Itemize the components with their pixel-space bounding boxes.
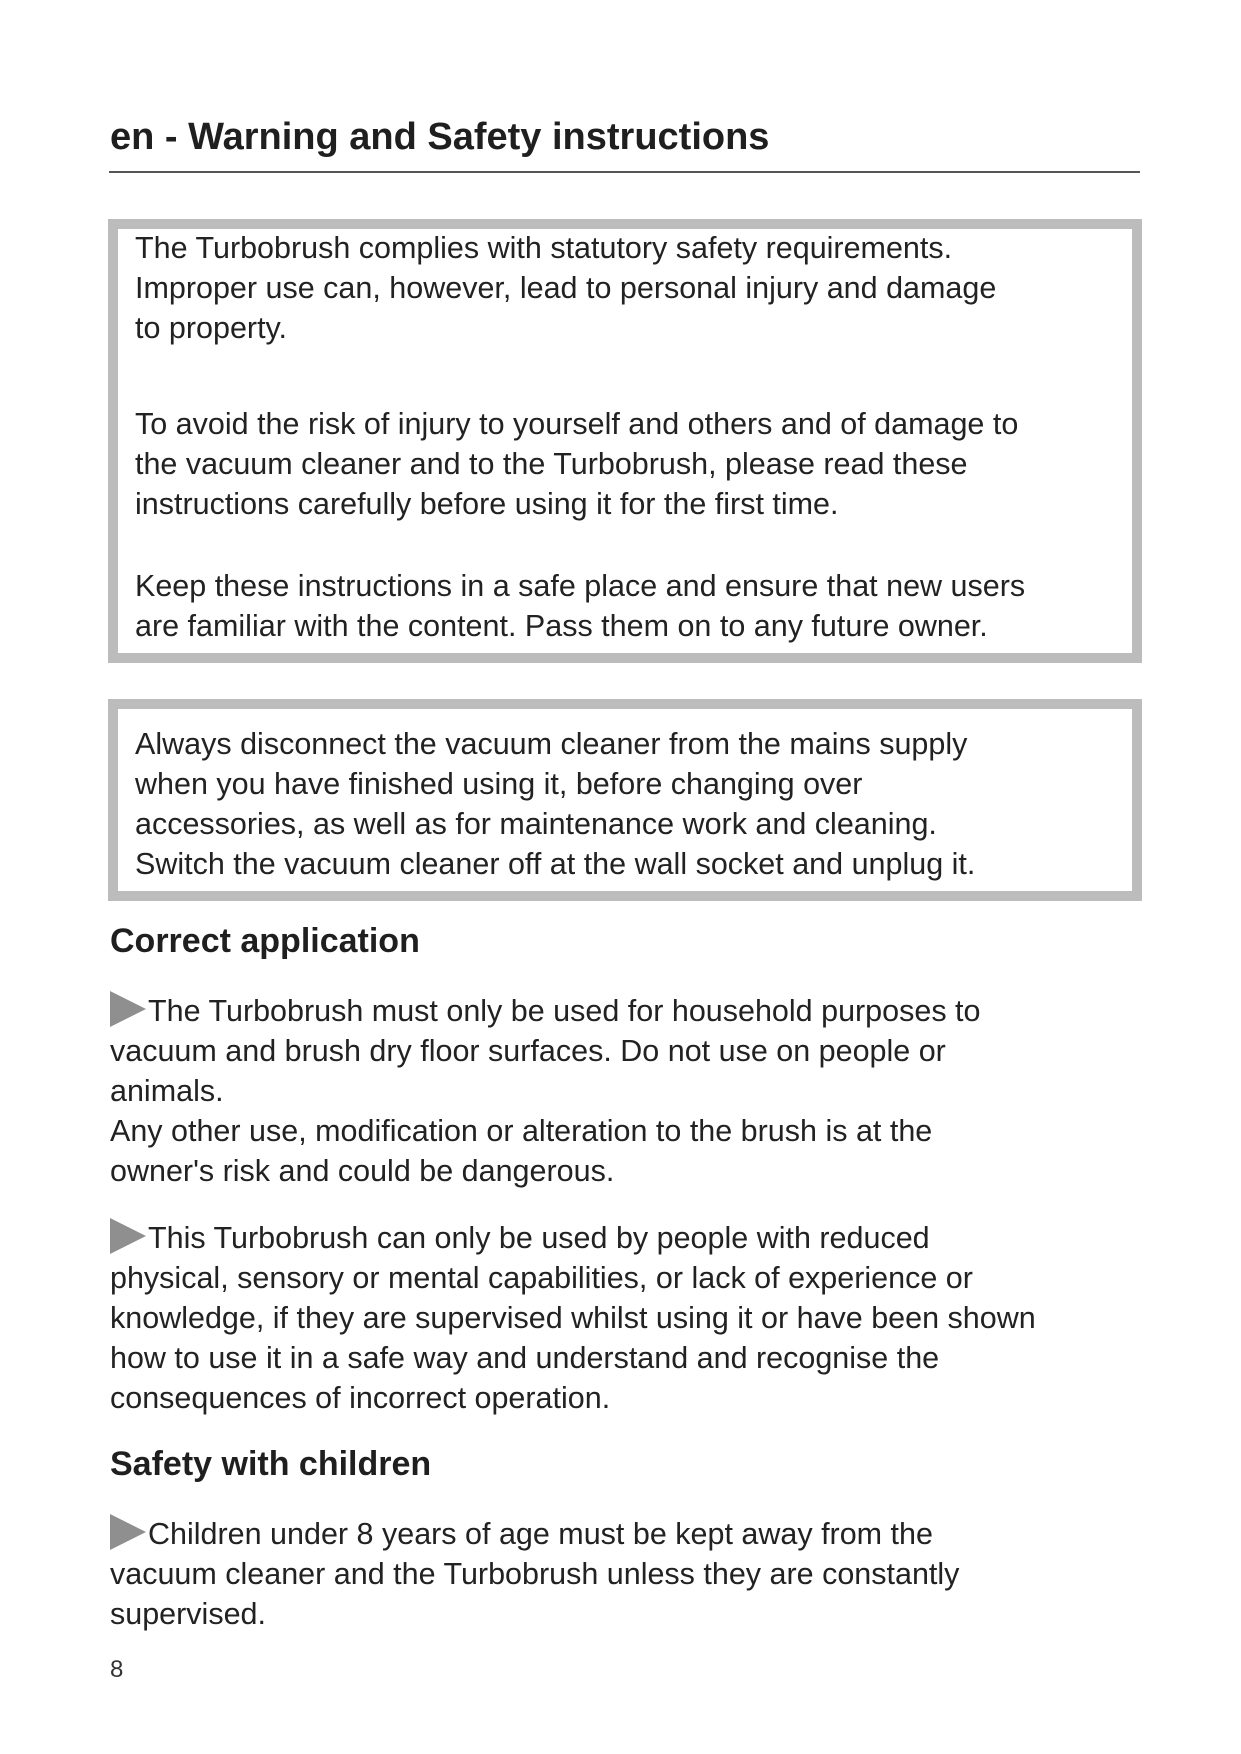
line-text: consequences of incorrect operation.: [110, 1381, 611, 1415]
line-text: The Turbobrush must only be used for household purposes to: [148, 994, 981, 1028]
notice-paragraph: [135, 228, 996, 348]
text-line: [135, 268, 996, 308]
line-text: Keep these instructions in a safe place and ensure that new users: [135, 569, 1026, 603]
bullet-paragraph: [110, 1218, 1036, 1418]
text-line: [135, 606, 1025, 646]
text-line: [135, 444, 1018, 484]
text-line: [110, 1338, 1036, 1378]
line-text: vacuum and brush dry floor surfaces. Do not use on people or: [110, 1034, 946, 1068]
text-line: [135, 228, 996, 268]
line-text: owner's risk and could be dangerous.: [110, 1154, 615, 1188]
line-text: supervised.: [110, 1597, 266, 1631]
text-line: [110, 1378, 1036, 1418]
text-line: [110, 1514, 959, 1554]
notice-paragraph: [135, 566, 1025, 646]
text-line: [135, 484, 1018, 524]
text-line: [110, 1218, 1036, 1258]
page-title: en - Warning and Safety instructions: [110, 116, 770, 158]
line-text: are familiar with the content. Pass them on to any future owner.: [135, 609, 988, 643]
text-line: [110, 1031, 980, 1071]
line-text: Switch the vacuum cleaner off at the wall socket and unplug it.: [135, 847, 976, 881]
bullet-paragraph: [110, 991, 980, 1191]
line-text: how to use it in a safe way and understand and recognise the: [110, 1341, 940, 1375]
line-text: to property.: [135, 311, 288, 345]
text-line: [135, 724, 975, 764]
line-text: the vacuum cleaner and to the Turbobrush, please read these: [135, 447, 968, 481]
line-text: vacuum cleaner and the Turbobrush unless they are constantly: [110, 1557, 960, 1591]
bullet-paragraph: [110, 1514, 959, 1634]
line-text: Children under 8 years of age must be kept away from the: [148, 1517, 933, 1551]
line-text: Any other use, modification or alteration to the brush is at the: [110, 1114, 933, 1148]
text-line: [135, 566, 1025, 606]
line-text: when you have finished using it, before changing over: [135, 767, 863, 801]
text-line: [110, 1258, 1036, 1298]
line-text: Always disconnect the vacuum cleaner from the mains supply: [135, 727, 968, 761]
text-line: [110, 1071, 980, 1111]
line-text: knowledge, if they are supervised whilst using it or have been shown: [110, 1301, 1036, 1335]
text-line: [135, 404, 1018, 444]
line-text: accessories, as well as for maintenance work and cleaning.: [135, 807, 937, 841]
text-line: [110, 991, 980, 1031]
text-line: [110, 1151, 980, 1191]
line-text: animals.: [110, 1074, 224, 1108]
page-number: 8: [110, 1656, 124, 1683]
section-heading-safety-children: Safety with children: [110, 1445, 432, 1483]
text-line: [135, 308, 996, 348]
title-divider: [109, 171, 1140, 173]
text-line: [110, 1554, 959, 1594]
notice-paragraph: [135, 404, 1018, 524]
line-text: This Turbobrush can only be used by people with reduced: [148, 1221, 930, 1255]
section-heading-correct-application: Correct application: [110, 922, 420, 960]
text-line: [135, 764, 975, 804]
text-line: [135, 844, 975, 884]
line-text: To avoid the risk of injury to yourself and others and of damage to: [135, 407, 1019, 441]
text-line: [110, 1594, 959, 1634]
notice-paragraph: [135, 724, 975, 884]
line-text: Improper use can, however, lead to personal injury and damage: [135, 271, 997, 305]
line-text: instructions carefully before using it for the first time.: [135, 487, 839, 521]
text-line: [135, 804, 975, 844]
line-text: The Turbobrush complies with statutory safety requirements.: [135, 231, 953, 265]
text-line: [110, 1298, 1036, 1338]
line-text: physical, sensory or mental capabilities, or lack of experience or: [110, 1261, 973, 1295]
triangle-right-icon: [110, 1218, 146, 1254]
text-line: [110, 1111, 980, 1151]
triangle-right-icon: [110, 1514, 146, 1550]
triangle-right-icon: [110, 991, 146, 1027]
